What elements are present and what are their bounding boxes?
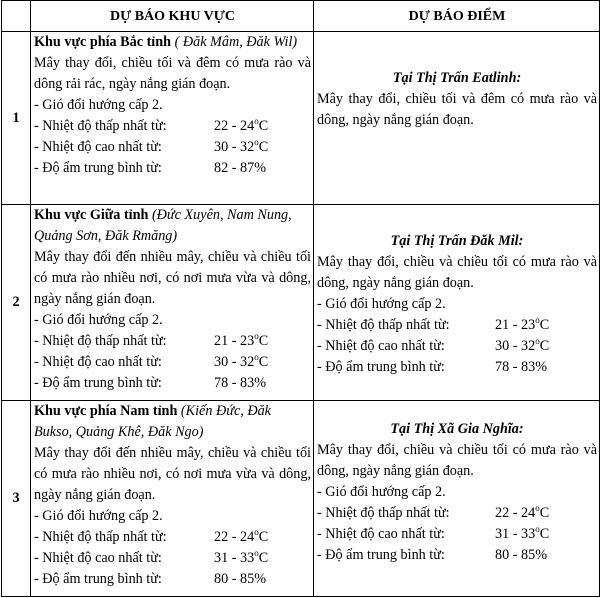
point-wind: - Gió đổi hướng cấp 2. [317,296,446,312]
region-wind: - Gió đổi hướng cấp 2. [34,508,163,524]
point-forecast-cell [314,32,600,205]
point-forecast-cell [314,401,600,597]
point-min-temp: - Nhiệt độ thấp nhất từ: 22 - 24$^o$C [317,503,550,521]
header-number-cell [2,1,31,32]
region-humidity: - Độ ẩm trung bình từ: 78 - 83% [34,375,267,391]
region-title [34,32,311,53]
point-humidity: - Độ ẩm trung bình từ: 80 - 85% [317,547,548,563]
point-description: Mây thay đổi, chiều tối và đêm có mưa rào và dông, ngày nắng gián đoạn. [317,91,597,128]
region-description: Mây thay đổi đến nhiều mây, chiều và chiều tối có mưa rào nhiều nơi, có nơi mưa vừa và dông, ngày nắng gián đoạn. [34,445,311,503]
region-wind: - Gió đổi hướng cấp 2. [34,312,163,328]
header-region: DỰ BÁO KHU VỰC [31,1,314,32]
point-name: Tại Thị Trấn Đăk Mil: [390,233,524,249]
header-row [2,1,600,32]
region-places: ( Đăk Mâm, Đăk Wil) [174,34,298,50]
region-name: Khu vực phía Bắc tỉnh [34,34,172,50]
point-description: Mây thay đổi, chiều và chiều tối có mưa rào và dông, ngày nắng gián đoạn. [317,254,597,291]
region-humidity: - Độ ẩm trung bình từ: 80 - 85% [34,571,267,587]
row-number: 1 [2,32,31,205]
region-max-temp: - Nhiệt độ cao nhất từ: 31 - 33$^o$C [34,548,269,566]
point-min-temp: - Nhiệt độ thấp nhất từ: 21 - 23$^o$C [317,315,550,333]
region-name: Khu vực phía Nam tỉnh [34,403,178,419]
region-description: Mây thay đổi, chiều tối và đêm có mưa rào và dông rải rác, ngày nắng gián đoạn. [34,55,311,92]
region-description: Mây thay đổi đến nhiều mây, chiều và chiều tối có mưa rào nhiều nơi, có nơi mưa vừa và dông, ngày nắng gián đoạn. [34,249,311,307]
region-min-temp: - Nhiệt độ thấp nhất từ: 22 - 24$^o$C [34,527,269,545]
region-humidity: - Độ ẩm trung bình từ: 82 - 87% [34,160,267,176]
region-forecast-cell [31,401,314,597]
point-forecast-cell [314,205,600,401]
point-max-temp: - Nhiệt độ cao nhất từ: 31 - 33$^o$C [317,524,550,542]
point-name: Tại Thị Xã Gia Nghĩa: [390,421,524,437]
region-forecast-cell [31,32,314,205]
region-wind: - Gió đổi hướng cấp 2. [34,97,163,113]
region-forecast-cell [31,205,314,401]
row-number: 2 [2,205,31,401]
region-min-temp: - Nhiệt độ thấp nhất từ: 21 - 23$^o$C [34,331,269,349]
table-row [2,401,600,597]
region-title [34,401,311,443]
region-places: (Kiến Đức, Đăk Bukso, Quảng Khê, Đăk Ngo) [34,403,271,440]
forecast-table [1,0,600,597]
point-max-temp: - Nhiệt độ cao nhất từ: 30 - 32$^o$C [317,336,550,354]
region-max-temp: - Nhiệt độ cao nhất từ: 30 - 32$^o$C [34,137,269,155]
region-min-temp: - Nhiệt độ thấp nhất từ: 22 - 24$^o$C [34,116,269,134]
table-row [2,32,600,205]
region-places: (Đức Xuyên, Nam Nung, Quảng Sơn, Đăk Rmăng) [34,207,292,244]
region-title [34,205,311,247]
row-number: 3 [2,401,31,597]
point-description: Mây thay đổi, chiều và chiều tối có mưa rào và dông, ngày nắng gián đoạn. [317,442,597,479]
point-wind: - Gió đổi hướng cấp 2. [317,484,446,500]
region-name: Khu vực Giữa tỉnh [34,207,149,223]
header-point: DỰ BÁO ĐIỂM [314,1,600,32]
point-humidity: - Độ ẩm trung bình từ: 78 - 83% [317,359,548,375]
point-name: Tại Thị Trấn Eatlinh: [392,70,522,86]
region-max-temp: - Nhiệt độ cao nhất từ: 30 - 32$^o$C [34,352,269,370]
table-row [2,205,600,401]
